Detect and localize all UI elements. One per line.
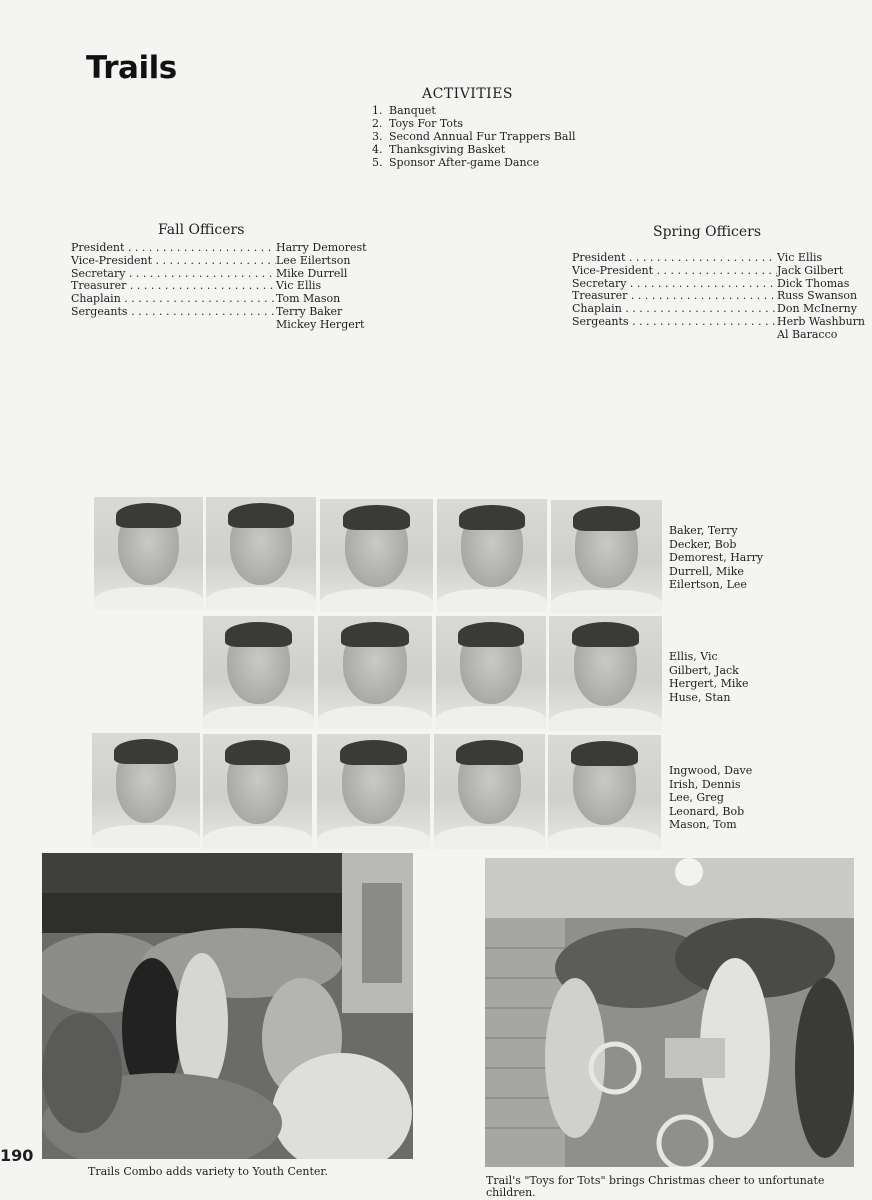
portrait-photo — [320, 499, 433, 612]
officer-row: President . . . Harry Demorest — [71, 242, 367, 255]
list-item: 3. Second Annual Fur Trappers Ball — [372, 130, 576, 143]
caption-right — [486, 1175, 866, 1199]
portrait-name: Eilertson, Lee — [669, 578, 747, 591]
portrait-name: Baker, Terry — [669, 524, 738, 537]
candid-photo-youth-center — [42, 853, 413, 1159]
list-item: 2. Toys For Tots — [372, 117, 464, 130]
portrait-photo — [206, 497, 316, 610]
portrait-name: Demorest, Harry — [669, 551, 764, 564]
portrait-photo — [436, 616, 546, 729]
portrait-name: Leonard, Bob — [669, 804, 745, 818]
portrait-name: Durrell, Mike — [669, 564, 744, 578]
portrait-name: Lee, Greg — [669, 791, 724, 804]
portrait-names-row-2 — [669, 650, 749, 704]
portrait-name: Hergert, Mike — [669, 677, 749, 690]
officer-row: President . . . Vic Ellis — [572, 252, 865, 265]
portrait-name: Mason, Tom — [669, 818, 737, 831]
portrait-photo — [317, 734, 430, 849]
officer-row: Sergeants . . . Herb Washburn Al Baracco — [572, 316, 865, 342]
portrait-name: Decker, Bob — [669, 537, 737, 551]
portrait-photo — [92, 733, 200, 848]
officer-row: Vice-President . . . Lee Eilertson — [71, 255, 367, 268]
portrait-name: Ellis, Vic — [669, 650, 718, 663]
caption-right-line: children. — [486, 1186, 536, 1199]
portrait-photo — [203, 616, 314, 729]
spring-officers-table — [572, 252, 865, 342]
portrait-name: Ingwood, Dave — [669, 764, 753, 777]
officer-row: Sergeants . . . Terry Baker Mickey Hergert — [71, 306, 367, 332]
officer-row: Vice-President . . . Jack Gilbert — [572, 265, 865, 278]
portrait-photo — [434, 734, 545, 849]
portrait-names-row-1 — [669, 524, 763, 592]
officer-row: Chaplain . . . Tom Mason — [71, 293, 367, 306]
portrait-name: Gilbert, Jack — [669, 663, 739, 677]
activities-list — [372, 104, 576, 169]
candid-photo-toys-for-tots — [485, 858, 854, 1167]
officer-row: Chaplain . . . Don McInerny — [572, 303, 865, 316]
officer-row: Treasurer . . . Vic Ellis — [71, 280, 367, 293]
caption-right-line: Trail's "Toys for Tots" brings Christmas cheer to unfortunate — [486, 1174, 825, 1187]
list-item: 4. Thanksgiving Basket — [372, 143, 506, 156]
portrait-name: Huse, Stan — [669, 690, 731, 704]
portrait-photo — [203, 734, 312, 849]
portrait-photo — [549, 616, 662, 731]
officer-row: Secretary . . . Mike Durrell — [71, 268, 367, 281]
candid-photo-drawing — [485, 858, 854, 1167]
portrait-name: Irish, Dennis — [669, 777, 741, 791]
officer-row: Secretary . . . Dick Thomas — [572, 278, 865, 291]
spring-officers-heading: Spring Officers — [653, 224, 762, 240]
portrait-photo — [437, 499, 547, 612]
page-number: 190 — [0, 1146, 34, 1165]
page-title: Trails — [86, 50, 177, 86]
portrait-names-row-3 — [669, 764, 752, 832]
portrait-photo — [551, 500, 662, 613]
portrait-photo — [94, 497, 203, 610]
portrait-photo — [318, 616, 432, 729]
portrait-photo — [548, 735, 661, 850]
list-item: 5. Sponsor After-game Dance — [372, 156, 540, 169]
caption-left: Trails Combo adds variety to Youth Center. — [88, 1165, 328, 1178]
activities-heading: ACTIVITIES — [422, 86, 514, 102]
fall-officers-table — [71, 242, 367, 332]
list-item: 1. Banquet — [372, 104, 436, 117]
officer-row: Treasurer . . . Russ Swanson — [572, 290, 865, 303]
candid-photo-drawing — [42, 853, 413, 1159]
fall-officers-heading: Fall Officers — [158, 222, 245, 238]
